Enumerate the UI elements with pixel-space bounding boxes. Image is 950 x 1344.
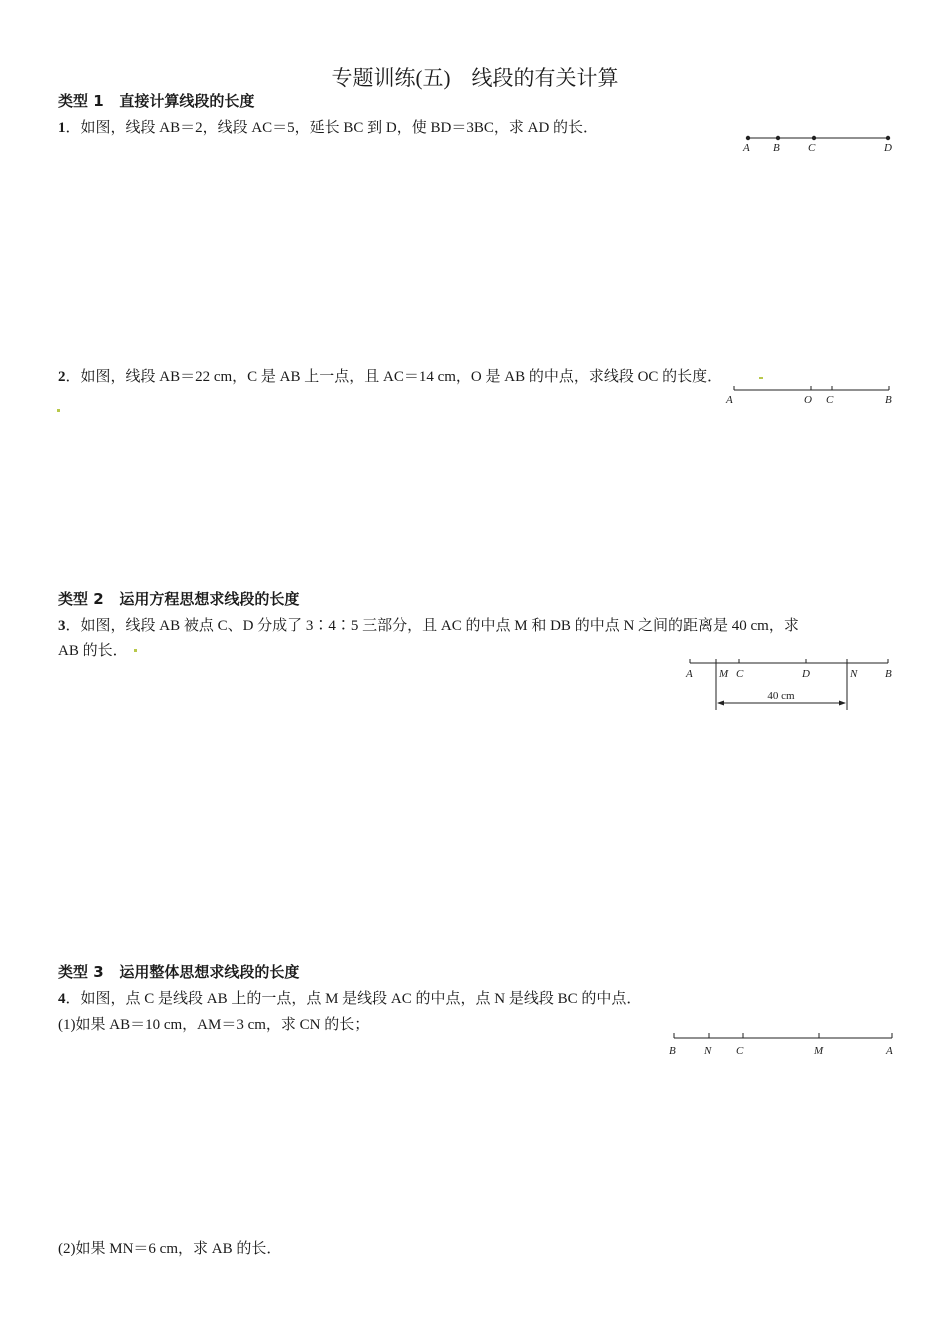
problem-text: ．如图，线段 AB＝2，线段 AC＝5，延长 BC 到 D，使 BD＝3BC，求 AD 的长． xyxy=(65,120,599,136)
problem-number: 2 xyxy=(58,369,66,385)
problem-2 xyxy=(58,365,722,386)
figure-1-segment xyxy=(738,128,898,158)
point-A xyxy=(746,136,750,140)
section-heading-1 xyxy=(58,90,254,111)
section-label: 类型 3 xyxy=(58,963,104,981)
label-C: C xyxy=(736,1045,744,1057)
section-title: 直接计算线段的长度 xyxy=(119,92,255,110)
stray-mark xyxy=(134,649,137,652)
label-A: A xyxy=(886,1045,893,1057)
label-B: B xyxy=(885,394,892,406)
stray-mark xyxy=(759,377,763,379)
figure-4-segment xyxy=(666,1028,898,1058)
label-N: N xyxy=(850,668,858,680)
problem-4-part-2: (2)如果 MN＝6 cm，求 AB 的长． xyxy=(58,1241,282,1257)
label-B: B xyxy=(773,142,780,154)
arrow-left-icon xyxy=(717,701,724,706)
label-M: M xyxy=(719,668,729,680)
point-C xyxy=(812,136,816,140)
label-D: D xyxy=(802,668,810,680)
problem-number: 3 xyxy=(58,618,66,634)
label-A: A xyxy=(743,142,750,154)
problem-text: ．如图，线段 AB＝22 cm，C 是 AB 上一点，且 AC＝14 cm，O 是 AB 的中点，求线段 OC 的长度． xyxy=(65,369,723,385)
figure-2-segment xyxy=(726,382,898,412)
label-A: A xyxy=(686,668,693,680)
problem-text: ．如图，点 C 是线段 AB 上的一点，点 M 是线段 AC 的中点，点 N 是线段 BC 的中点． xyxy=(65,991,642,1007)
figure-3-segment xyxy=(682,655,898,715)
problem-text: ．如图，线段 AB 被点 C、D 分成了 3∶4∶5 三部分，且 AC 的中点 M 和 DB 的中点 N 之间的距离是 40 cm，求 xyxy=(65,618,799,634)
arrow-right-icon xyxy=(839,701,846,706)
problem-3-line-2: AB 的长． xyxy=(58,643,128,659)
section-title: 运用方程思想求线段的长度 xyxy=(119,590,300,608)
label-M: M xyxy=(814,1045,824,1057)
label-B: B xyxy=(669,1045,676,1057)
label-O: O xyxy=(804,394,812,406)
point-D xyxy=(886,136,890,140)
problem-4 xyxy=(58,987,641,1008)
section-label: 类型 2 xyxy=(58,590,104,608)
problem-3-line-1 xyxy=(58,614,799,635)
label-C: C xyxy=(736,668,744,680)
page-title: 专题训练(五) 线段的有关计算 xyxy=(331,66,619,90)
problem-number: 1 xyxy=(58,120,66,136)
section-heading-2 xyxy=(58,588,299,609)
label-C: C xyxy=(826,394,834,406)
label-D: D xyxy=(884,142,892,154)
section-heading-3 xyxy=(58,961,299,982)
point-B xyxy=(776,136,780,140)
section-label: 类型 1 xyxy=(58,92,104,110)
problem-number: 4 xyxy=(58,991,66,1007)
stray-mark xyxy=(57,409,60,412)
problem-4-part-1: (1)如果 AB＝10 cm，AM＝3 cm，求 CN 的长； xyxy=(58,1017,370,1033)
label-A: A xyxy=(726,394,733,406)
section-title: 运用整体思想求线段的长度 xyxy=(119,963,300,981)
label-N: N xyxy=(704,1045,712,1057)
measure-label: 40 cm xyxy=(767,690,795,702)
label-C: C xyxy=(808,142,816,154)
label-B: B xyxy=(885,668,892,680)
problem-1 xyxy=(58,116,598,137)
